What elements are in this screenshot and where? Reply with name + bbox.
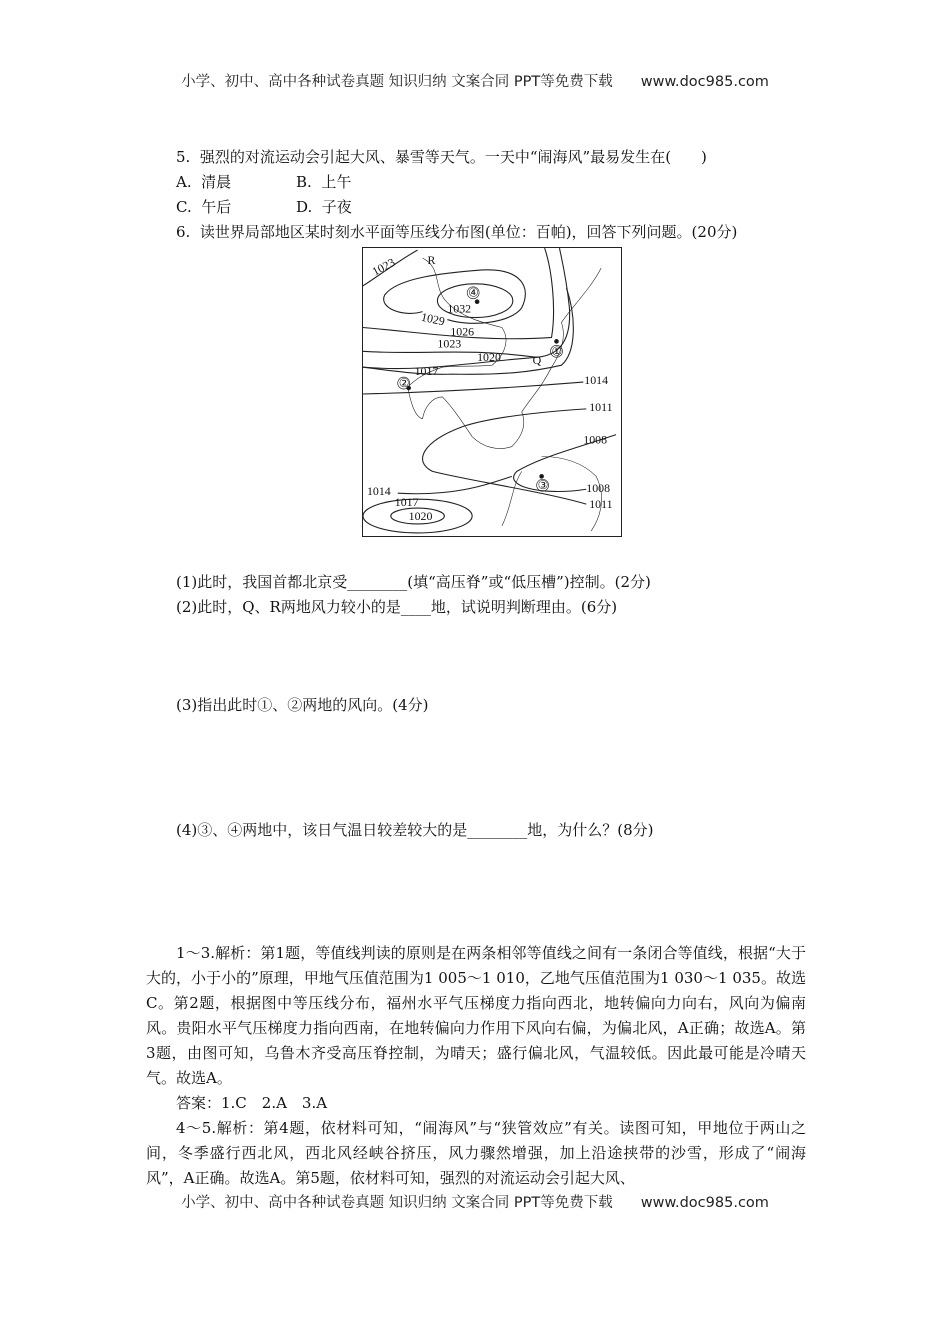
isobar-map (362, 247, 622, 537)
isobar-label: 1023 (369, 255, 398, 279)
footer-text: 小学、初中、高中各种试卷真题 知识归纳 文案合同 PPT等免费下载 (181, 1195, 613, 1211)
isobar-label: 1020 (477, 350, 501, 365)
q5-option-c: C. 午后 (176, 198, 232, 216)
isobar-1020 (363, 357, 537, 368)
isobar-1011 (423, 409, 587, 504)
q5-option-a: A. 清晨 (176, 173, 232, 191)
isobar-label: 1017 (394, 495, 419, 510)
isobar-label: 1023 (437, 336, 462, 351)
label-point-1: ① (551, 344, 563, 359)
header-text: 小学、初中、高中各种试卷真题 知识归纳 文案合同 PPT等免费下载 (181, 74, 613, 90)
isobar-label: 1011 (589, 497, 613, 512)
isobar-label: 1008 (583, 432, 608, 447)
label-point-2: ② (398, 376, 410, 391)
q6-sub1: (1)此时，我国首都北京受________(填“高压脊”或“低压槽”)控制。(2分) (176, 573, 651, 591)
isobar-1014 (363, 382, 583, 394)
isobar-label: 1026 (450, 324, 475, 339)
label-point-3: ③ (537, 478, 549, 493)
q6-sub2: (2)此时，Q、R两地风力较小的是____地，试说明判断理由。(6分) (176, 598, 618, 616)
analysis-1-3: 1～3.解析：第1题，等值线判读的原则是在两条相邻等值线之间有一条闭合等值线，根据“大于大的，小于小的”原理，甲地气压值范围为1 005～1 010，乙地气压值范围为1 030～1 035。故选C。第2题，根据图中等压线分布，福州水平气压梯度力指向西北，地转偏向力向右，风向为偏南风。贵阳水平气压梯度力指向西南，在地转偏向力作用下风向右偏，为偏北风，A正确；故选A。第3题，由图可知，乌鲁木齐受高压脊控制，为晴天；盛行偏北风，气温较低。因此最可能是冷晴天气。故选A。 (146, 944, 806, 1087)
page-header (0, 70, 950, 91)
isobar-label: 1011 (589, 399, 613, 414)
label-q: Q (532, 353, 542, 368)
q5-stem: 5. 强烈的对流运动会引起大风、暴雪等天气。一天中“闹海风”最易发生在( ) (176, 148, 707, 166)
q5-option-d: D. 子夜 (296, 198, 352, 216)
isobar-label: 1008 (586, 481, 611, 496)
q6-sub4: (4)③、④两地中，该日气温日较差较大的是________地，为什么？(8分) (176, 821, 654, 839)
isobar-label: 1029 (419, 309, 447, 329)
analysis-4-5: 4～5.解析：第4题，依材料可知，“闹海风”与“狭管效应”有关。读图可知，甲地位于两山之间，冬季盛行西北风，西北风经峡谷挤压，风力骤然增强，加上沿途挟带的沙雪，形成了“闹海风”，A正确。故选A。第5题，依材料可知，强烈的对流运动会引起大风、 (146, 1119, 806, 1187)
footer-url[interactable]: www.doc985.com (640, 1195, 769, 1211)
q5-option-b: B. 上午 (296, 173, 352, 191)
label-point-4: ④ (468, 285, 479, 300)
header-url[interactable]: www.doc985.com (640, 74, 769, 90)
isobar-label: 1014 (584, 373, 609, 388)
isobar-label: 1017 (414, 364, 439, 379)
answer-line: 答案：1.C 2.A 3.A (176, 1094, 328, 1112)
isobar-1014-bottom (398, 476, 512, 493)
page-footer (0, 1191, 950, 1212)
q6-sub3: (3)指出此时①、②两地的风向。(4分) (176, 696, 429, 714)
q6-stem: 6. 读世界局部地区某时刻水平面等压线分布图(单位：百帕)，回答下列问题。(20分) (176, 223, 738, 241)
isobar-label: 1032 (447, 301, 472, 316)
isobar-label: 1014 (366, 484, 391, 499)
analysis-section (146, 941, 806, 1191)
isobar-label: 1020 (408, 509, 433, 524)
label-r: R (427, 252, 436, 267)
